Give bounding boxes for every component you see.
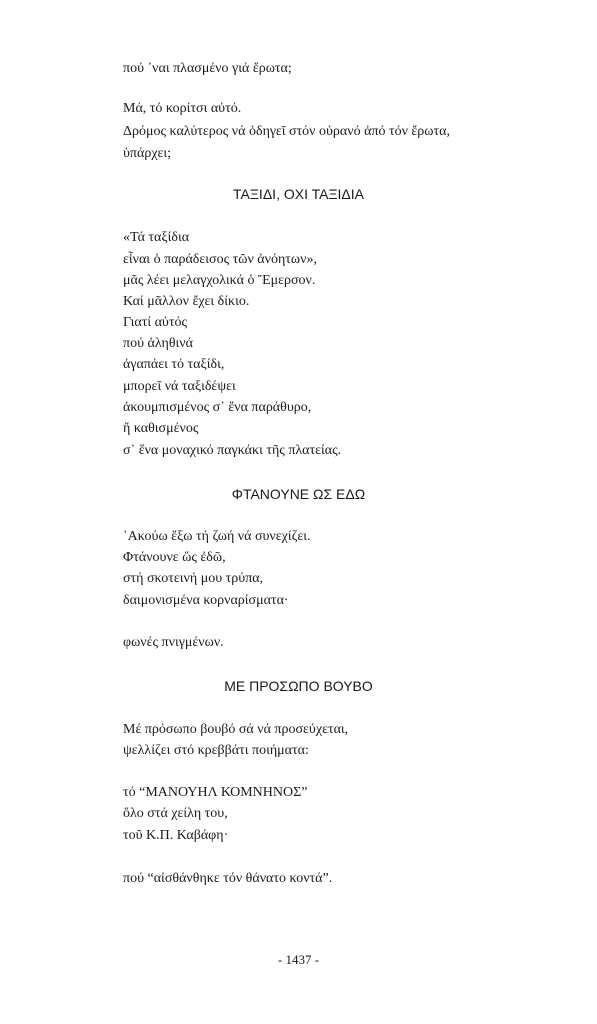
poem-line: σ᾽ ἕνα μοναχικό παγκάκι τῆς πλατείας. [123,443,342,458]
poem-line: ἀγαπάει τό ταξίδι, [123,357,225,372]
poem-title: ΦΤΑΝΟΥΝΕ ΩΣ ΕΔΩ [231,486,366,502]
poem-line: Φτάνουνε ὥς ἐδῶ, [123,550,226,565]
poem-line: μᾶς λέει μελαγχολικά ὁ Ἔμερσον. [123,273,316,288]
poem-line: Καί μᾶλλον ἔχει δίκιο. [123,294,250,309]
poem-line: ὅλο στά χείλη του, [123,806,228,821]
poem-line: Μέ πρόσωπο βουβό σά νά προσεύχεται, [123,722,349,737]
poem-line: «Τά ταξίδια [123,230,190,245]
poem-line: φωνές πνιγμένων. [123,635,224,650]
poem-line: πού “αἰσθάνθηκε τόν θάνατο κοντά”. [123,871,333,886]
poem-line: Γιατί αὐτός [123,315,188,330]
poem-line: ᾽Ακούω ἔξω τή ζωή νά συνεχίζει. [123,529,311,544]
poem-line: τό “ΜΑΝΟΥΗΛ ΚΟΜΝΗΝΟΣ” [123,785,308,800]
poem-line: ψελλίζει στό κρεββάτι ποιήματα: [123,743,309,758]
poem-line: ἤ καθισμένος [123,421,199,436]
poem-line: τοῦ Κ.Π. Καβάφη· [123,828,229,843]
poem-title: ΤΑΞΙΔΙ, ΟΧΙ ΤΑΞΙΔΙΑ [232,186,365,202]
poem-title: ΜΕ ΠΡΟΣΩΠΟ ΒΟΥΒΟ [224,678,373,694]
poem-line: Δρόμος καλύτερος νά ὁδηγεῖ στόν οὐρανό ἀπό τόν ἔρωτα, [123,124,450,139]
poem-line: εἶναι ὁ παράδεισος τῶν ἀνόητων», [123,252,317,267]
poem-line: πού ἀληθινά [123,336,193,351]
poem-line: στή σκοτεινή μου τρύπα, [123,571,264,586]
poem-line: ἀκουμπισμένος σ᾽ ἕνα παράθυρο, [123,400,312,415]
page-number: - 1437 - [277,952,320,967]
poem-line: Μά, τό κορίτσι αὐτό. [123,101,242,116]
poem-line: ὑπάρχει; [123,146,172,161]
poem-line: μπορεῖ νά ταξιδέψει [123,379,236,394]
poem-line: δαιμονισμένα κορναρίσματα· [123,593,289,608]
poem-line: πού ᾽ναι πλασμένο γιά ἔρωτα; [123,61,292,76]
